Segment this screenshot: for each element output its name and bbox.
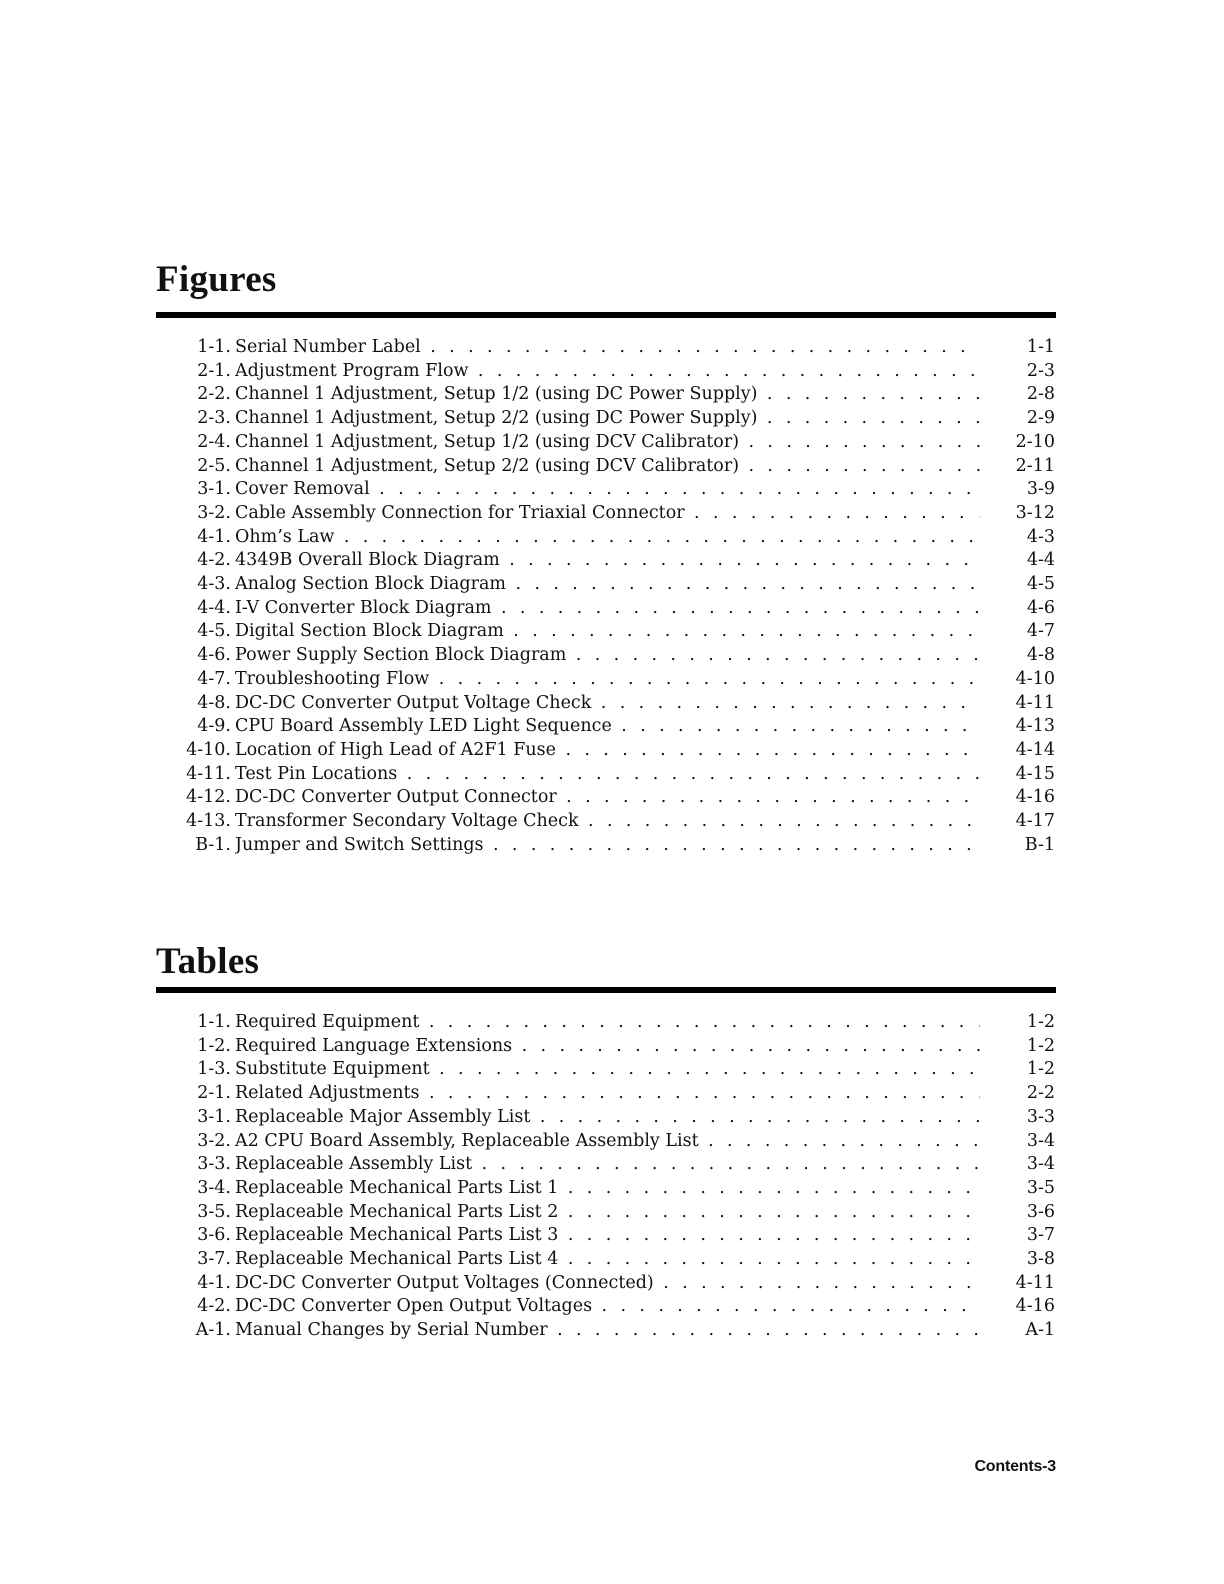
tables-rule (156, 987, 1056, 993)
figures-heading: Figures (156, 259, 277, 300)
figure-entry[interactable] (0, 667, 1224, 691)
figure-entry[interactable] (0, 359, 1224, 383)
table-number: 4-1. (197, 1272, 231, 1293)
table-page: 3-7 (1026, 1225, 1055, 1246)
table-title: Replaceable Assembly List . . . (235, 1152, 980, 1176)
figure-number: 4-10. (186, 739, 231, 760)
figure-page: 4-6 (1026, 597, 1055, 618)
figure-entry[interactable] (0, 596, 1224, 620)
table-title: Manual Changes by Serial Number . . . (235, 1318, 980, 1342)
table-number: 3-7. (197, 1249, 231, 1269)
table-number: 3-2. (197, 1130, 231, 1151)
figure-page: 4-10 (1015, 668, 1055, 689)
figure-title: Channel 1 Adjustment, Setup 2/2 (using DC Power Supply) . . . (235, 406, 980, 430)
figure-number: 2-5. (197, 455, 231, 476)
table-title: Required Language Extensions . . . (235, 1034, 980, 1058)
figure-number: B-1. (195, 834, 231, 855)
table-number: 3-3. (197, 1154, 231, 1175)
figure-page: 4-14 (1015, 739, 1055, 760)
table-page: 1-2 (1026, 1059, 1055, 1080)
table-number: 1-1. (197, 1012, 231, 1032)
figure-number: 2-2. (197, 384, 231, 405)
table-number: 3-4. (197, 1177, 231, 1198)
table-title: Required Equipment . . . (235, 1010, 980, 1034)
table-title: A2 CPU Board Assembly, Replaceable Assembly List . . . (235, 1129, 980, 1153)
figure-number: 4-3. (197, 574, 231, 594)
figure-entry[interactable] (0, 738, 1224, 762)
figure-title: Test Pin Locations . . . (235, 762, 980, 786)
table-page: 3-4 (1026, 1154, 1055, 1175)
table-number: 1-3. (197, 1059, 231, 1080)
figure-entry[interactable] (0, 406, 1224, 430)
table-page: A-1 (1025, 1320, 1055, 1341)
figure-number: 4-1. (197, 526, 231, 547)
figure-title: Channel 1 Adjustment, Setup 1/2 (using DC Power Supply) . . . (235, 382, 980, 406)
figure-page: 4-7 (1026, 621, 1055, 642)
page-number: Contents-3 (974, 1458, 1056, 1475)
figure-title: Serial Number Label . . . (235, 335, 980, 359)
figure-entry[interactable] (0, 785, 1224, 809)
figure-title: Cable Assembly Connection for Triaxial Connector . . . (235, 501, 980, 525)
figure-page: 4-11 (1015, 692, 1055, 713)
table-title: Replaceable Mechanical Parts List 4 . . . (235, 1247, 980, 1271)
figure-page: 3-12 (1015, 502, 1055, 523)
figure-title: Adjustment Program Flow . . . (235, 359, 980, 383)
figure-page: 2-11 (1015, 455, 1055, 476)
figure-number: 4-7. (197, 668, 231, 689)
figure-title: Digital Section Block Diagram . . . (235, 619, 980, 643)
table-title: Replaceable Mechanical Parts List 1 . . . (235, 1176, 980, 1200)
figure-page: 2-3 (1026, 360, 1055, 381)
figure-title: Ohm’s Law . . . (235, 525, 980, 549)
figure-title: Power Supply Section Block Diagram . . . (235, 643, 980, 667)
figure-title: 4349B Overall Block Diagram . . . (235, 548, 980, 572)
figure-title: DC-DC Converter Output Voltage Check . . . (235, 691, 980, 715)
table-entry[interactable] (0, 1200, 1224, 1224)
figure-number: 2-1. (197, 360, 231, 381)
figure-title: Analog Section Block Diagram . . . (235, 572, 980, 596)
figure-number: 2-3. (197, 408, 231, 429)
figure-title: Transformer Secondary Voltage Check . . . (235, 809, 980, 833)
table-page: 4-16 (1015, 1296, 1055, 1317)
table-title: Related Adjustments . . . (235, 1081, 980, 1105)
figure-number: 2-4. (197, 431, 231, 452)
figure-entry[interactable] (0, 430, 1224, 454)
figure-page: 2-8 (1026, 384, 1055, 405)
figure-number: 4-13. (186, 811, 231, 831)
table-page: 3-3 (1026, 1106, 1055, 1127)
figure-page: 4-16 (1015, 787, 1055, 808)
figure-entry[interactable] (0, 382, 1224, 406)
figure-entry[interactable] (0, 525, 1224, 549)
table-page: 3-6 (1026, 1201, 1055, 1222)
figure-number: 4-5. (197, 621, 231, 642)
figure-title: DC-DC Converter Output Connector . . . (235, 785, 980, 809)
table-entry[interactable] (0, 1223, 1224, 1247)
table-entry[interactable] (0, 1318, 1224, 1342)
table-page: 4-11 (1015, 1272, 1055, 1293)
figure-entry[interactable] (0, 454, 1224, 478)
figure-title: Channel 1 Adjustment, Setup 2/2 (using DCV Calibrator) . . . (235, 454, 980, 478)
figure-number: 1-1. (197, 337, 231, 357)
figure-page: 4-15 (1015, 763, 1055, 784)
figure-entry[interactable] (0, 809, 1224, 833)
table-number: 2-1. (197, 1083, 231, 1104)
table-entry[interactable] (0, 1129, 1224, 1153)
figure-title: I-V Converter Block Diagram . . . (235, 596, 980, 620)
figure-number: 3-1. (197, 479, 231, 500)
table-number: 4-2. (197, 1296, 231, 1317)
table-page: 2-2 (1026, 1083, 1055, 1104)
figure-entry[interactable] (0, 501, 1224, 525)
table-entry[interactable] (0, 1294, 1224, 1318)
table-number: 3-1. (197, 1106, 231, 1127)
table-page: 3-5 (1026, 1177, 1055, 1198)
figure-page: 4-4 (1026, 550, 1055, 571)
table-entry[interactable] (0, 1034, 1224, 1058)
table-title: Replaceable Mechanical Parts List 2 . . . (235, 1200, 980, 1224)
figure-title: CPU Board Assembly LED Light Sequence . . . (235, 714, 980, 738)
table-title: Replaceable Major Assembly List . . . (235, 1105, 980, 1129)
table-entry[interactable] (0, 1152, 1224, 1176)
figure-entry[interactable] (0, 477, 1224, 501)
table-page: 3-8 (1026, 1249, 1055, 1269)
table-entry[interactable] (0, 1271, 1224, 1295)
figure-number: 3-2. (197, 502, 231, 523)
figure-page: 1-1 (1026, 337, 1055, 357)
table-number: A-1. (195, 1320, 231, 1341)
table-number: 3-5. (197, 1201, 231, 1222)
figure-entry[interactable] (0, 833, 1224, 857)
table-entry[interactable] (0, 1247, 1224, 1271)
figures-rule (156, 312, 1056, 318)
figure-page: 4-17 (1015, 811, 1055, 831)
table-page: 3-4 (1026, 1130, 1055, 1151)
figure-title: Cover Removal . . . (235, 477, 980, 501)
table-entry[interactable] (0, 1057, 1224, 1081)
table-page: 1-2 (1026, 1035, 1055, 1056)
figure-page: 4-3 (1026, 526, 1055, 547)
figure-title: Troubleshooting Flow . . . (235, 667, 980, 691)
figure-entry[interactable] (0, 548, 1224, 572)
figure-number: 4-2. (197, 550, 231, 571)
table-title: Substitute Equipment . . . (235, 1057, 980, 1081)
figure-page: B-1 (1024, 834, 1055, 855)
figure-entry[interactable] (0, 572, 1224, 596)
figure-title: Channel 1 Adjustment, Setup 1/2 (using DCV Calibrator) . . . (235, 430, 980, 454)
table-number: 1-2. (197, 1035, 231, 1056)
figure-page: 4-8 (1026, 645, 1055, 666)
tables-heading: Tables (156, 941, 260, 982)
figure-number: 4-4. (197, 597, 231, 618)
figure-page: 4-13 (1015, 716, 1055, 737)
figure-page: 2-10 (1015, 431, 1055, 452)
table-entry[interactable] (0, 1010, 1224, 1034)
table-title: DC-DC Converter Output Voltages (Connected) . . . (235, 1271, 980, 1295)
table-title: Replaceable Mechanical Parts List 3 . . . (235, 1223, 980, 1247)
figure-page: 4-5 (1026, 574, 1055, 594)
figure-entry[interactable] (0, 762, 1224, 786)
figure-number: 4-6. (197, 645, 231, 666)
figure-entry[interactable] (0, 714, 1224, 738)
figure-entry[interactable] (0, 643, 1224, 667)
figure-entry[interactable] (0, 691, 1224, 715)
table-entry[interactable] (0, 1105, 1224, 1129)
figure-number: 4-9. (197, 716, 231, 737)
figure-title: Location of High Lead of A2F1 Fuse . . . (235, 738, 980, 762)
figure-number: 4-8. (197, 692, 231, 713)
figure-entry[interactable] (0, 335, 1224, 359)
figure-page: 2-9 (1026, 408, 1055, 429)
table-title: DC-DC Converter Open Output Voltages . . . (235, 1294, 980, 1318)
figure-entry[interactable] (0, 619, 1224, 643)
figure-number: 4-12. (186, 787, 231, 808)
table-entry[interactable] (0, 1176, 1224, 1200)
table-page: 1-2 (1026, 1012, 1055, 1032)
figure-title: Jumper and Switch Settings . . . (235, 833, 980, 857)
figure-page: 3-9 (1026, 479, 1055, 500)
table-number: 3-6. (197, 1225, 231, 1246)
table-entry[interactable] (0, 1081, 1224, 1105)
figure-number: 4-11. (186, 763, 231, 784)
